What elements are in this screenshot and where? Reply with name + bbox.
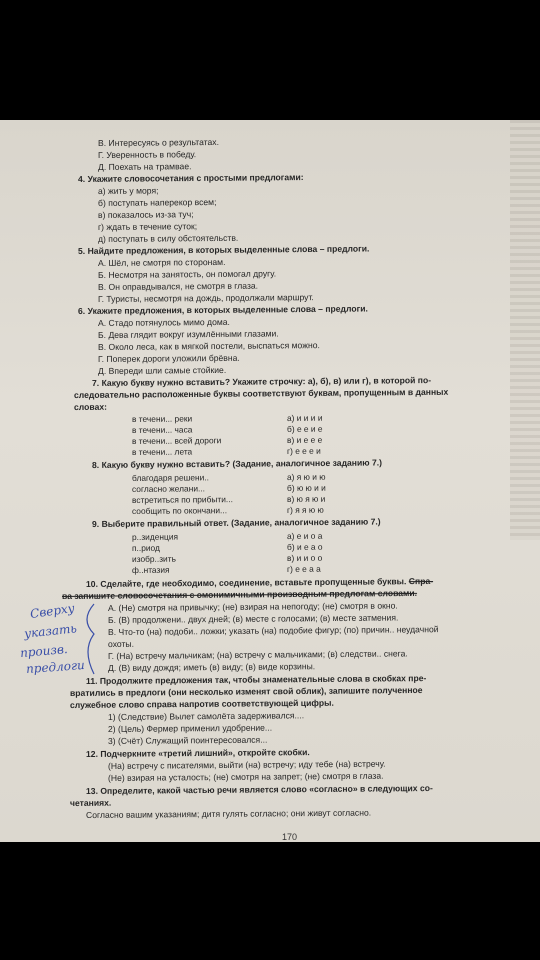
text-line: Г. Поперек дороги уложили брёвна.: [97, 352, 240, 364]
table-7-word: в течени... лета: [131, 446, 193, 457]
text-line: 2) (Цель) Фермер применил удобрение...: [107, 722, 273, 734]
text-line: В. Он оправдывался, не смотря в глаза.: [97, 280, 259, 292]
text-line: словах:: [73, 401, 108, 412]
table-8-option: г) я я ю ю: [286, 504, 324, 515]
page-number: 170: [282, 832, 298, 842]
text-line: А. Стадо потянулось мимо дома.: [97, 316, 230, 328]
text-line: а) жить у моря;: [97, 185, 159, 196]
text-line: (Не) взирая на усталость; (не) смотря на запрет; (не) смотря в глаза.: [107, 770, 384, 783]
text-line: 1) (Следствие) Вылет самолёта задерживался....: [107, 710, 305, 722]
text-line: Б. (В) продолжени.. двух дней; (в) месте с голосами; (в) месте затмения.: [107, 612, 399, 625]
question-12: 12. Подчеркните «третий лишний», откройте скобки.: [85, 747, 310, 759]
text-line: Б. Несмотря на занятость, он помогал другу.: [97, 268, 277, 280]
text-line: ва запишите словосочетания с омонимичными производным предлогам словами.: [61, 587, 418, 601]
text-line: В. Около леса, как в мягкой постели, выспаться можно.: [97, 340, 320, 352]
table-9-option: в) и и о о: [286, 552, 323, 563]
text-line: г) ждать в течение суток;: [97, 221, 198, 232]
table-7-option: в) и е е е: [286, 434, 323, 445]
question-7: 7. Какую букву нужно вставить? Укажите строчку: а), б), в) или г), в которой по-: [91, 375, 432, 388]
q10-struck: Спра-: [408, 575, 434, 587]
question-11: 11. Продолжите предложения так, чтобы знаменательные слова в скобках пре-: [85, 673, 427, 686]
text-line: А. (Не) смотря на привычку; (не) взирая на непогоду; (не) смотря в окно.: [107, 600, 398, 613]
text-line: в) показалось из-за туч;: [97, 209, 194, 220]
text-line: Д. (В) виду дождя; иметь (в) виду; (в) виде корзины.: [107, 661, 316, 673]
table-7-word: в течени... часа: [131, 424, 193, 435]
table-8-option: в) ю я ю и: [286, 493, 326, 504]
text-line: вратились в предлоги (они несколько изменят свой облик), запишите полученное: [69, 684, 423, 698]
text-line: В. Что-то (на) подоби.. ложки; указать (на) подобие фигур; (по) причин.. неудачной: [107, 624, 439, 637]
q10-text: 10. Сделайте, где необходимо, соединение, вставьте пропущенные буквы.: [85, 576, 407, 589]
table-9-option: а) е и о а: [286, 530, 323, 541]
text-line: Г. (На) встречу мальчикам; (на) встречу с мальчиками; (в) следстви.. снега.: [107, 648, 408, 661]
question-10: [86, 576, 433, 589]
text-line: следовательно расположенные буквы соответствуют буквам, пропущенным в данных: [73, 386, 449, 400]
text-line: 3) (Счёт) Служащий поинтересовался...: [107, 734, 268, 746]
handwritten-note: Сверху: [29, 600, 76, 622]
table-9-word: р..зиденция: [131, 531, 179, 542]
table-7-word: в течени... реки: [131, 413, 193, 424]
text-line: (На) встречу с писателями, выйти (на) встречу; иду тебе (на) встречу.: [107, 758, 386, 771]
handwritten-note: предлоги: [25, 657, 86, 677]
text-line: д) поступать в силу обстоятельств.: [97, 232, 239, 244]
text-line: Г. Уверенность в победу.: [97, 149, 197, 160]
text-line: В. Интересуясь о результатах.: [97, 136, 220, 148]
text-line: Д. Впереди шли самые стойкие.: [97, 364, 227, 376]
table-9-option: б) и е а о: [286, 541, 323, 552]
table-9-word: изобр..зить: [131, 553, 176, 564]
table-8-word: сообщить по окончани...: [131, 505, 228, 516]
table-8-word: благодаря решени..: [131, 472, 209, 483]
question-13: 13. Определите, какой частью речи является слово «согласно» в следующих со-: [85, 782, 433, 796]
table-8-word: встретиться по прибыти...: [131, 494, 233, 505]
table-8-option: а) я ю и ю: [286, 471, 326, 482]
text-line: Г. Туристы, несмотря на дождь, продолжали маршрут.: [97, 292, 314, 304]
text-line: Согласно вашим указаниям; дитя гулять согласно; они живут согласно.: [85, 807, 372, 820]
table-9-word: ф..нтазия: [131, 564, 170, 575]
table-8-option: б) ю ю и и: [286, 482, 326, 493]
table-8-word: согласно желани...: [131, 483, 206, 494]
table-7-word: в течени... всей дороги: [131, 435, 222, 446]
textbook-page: [0, 120, 540, 842]
text-line: служебное слово справа напротив соответствующей цифры.: [69, 697, 334, 710]
question-6: 6. Укажите предложения, в которых выделенные слова – предлоги.: [77, 303, 368, 316]
question-9: 9. Выберите правильный ответ. (Задание, аналогичное заданию 7.): [91, 516, 381, 529]
question-5: 5. Найдите предложения, в которых выделенные слова – предлоги.: [77, 243, 370, 256]
text-line: Б. Дева глядит вокруг изумлёнными глазами.: [97, 328, 279, 340]
text-line: б) поступать наперекор всем;: [97, 196, 217, 208]
text-line: четаниях.: [69, 797, 112, 808]
table-9-word: п..риод: [131, 542, 160, 553]
table-7-option: г) е е е и: [286, 445, 321, 456]
torn-edge: [510, 120, 540, 540]
table-7-option: б) е е и е: [286, 423, 323, 434]
question-8: 8. Какую букву нужно вставить? (Задание, аналогичное заданию 7.): [91, 457, 383, 470]
question-4: 4. Укажите словосочетания с простыми предлогами:: [77, 172, 304, 184]
handwritten-note: указать: [23, 621, 78, 641]
handwritten-note: произв.: [19, 641, 69, 661]
handwritten-bracket: [60, 600, 100, 680]
text-line: Д. Поехать на трамвае.: [97, 161, 192, 172]
text-line: охоты.: [107, 638, 135, 649]
table-7-option: а) и и и и: [286, 412, 323, 423]
table-9-option: г) е е а а: [286, 563, 321, 574]
text-line: А. Шёл, не смотря по сторонам.: [97, 256, 226, 268]
